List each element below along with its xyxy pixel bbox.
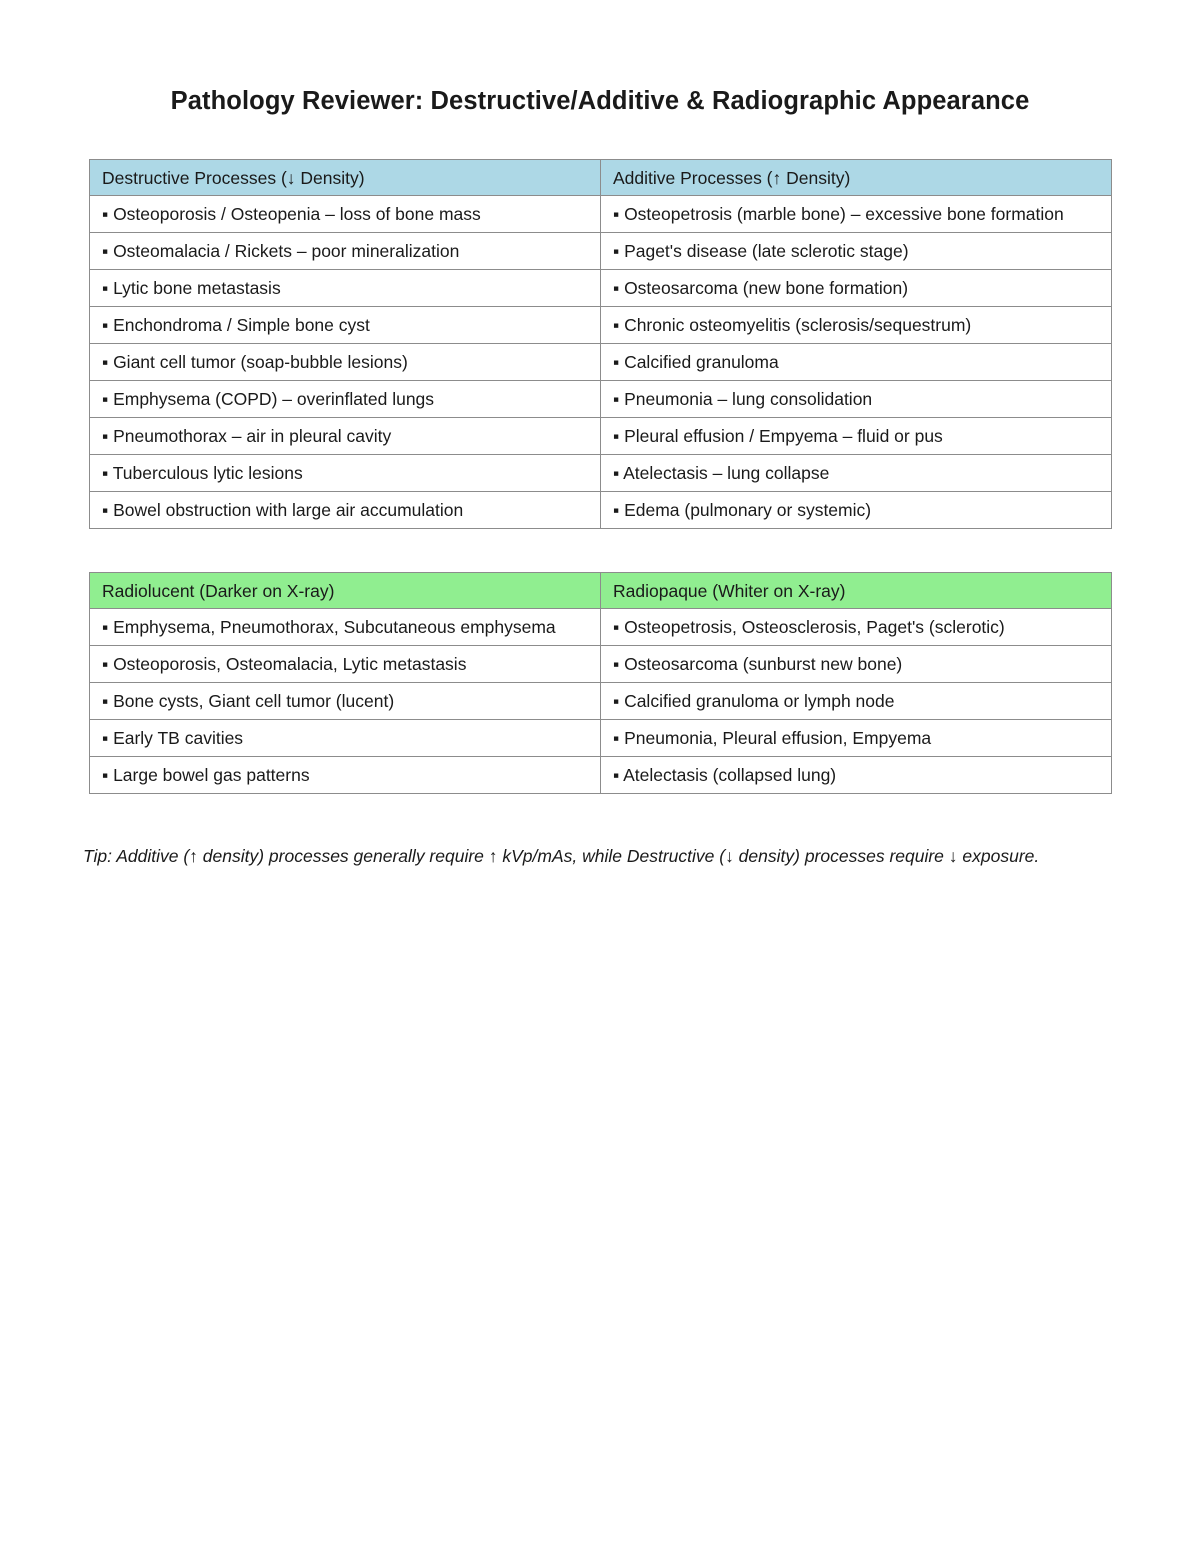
radiopaque-cell: ▪ Atelectasis (collapsed lung) [601,757,1112,794]
table-row [90,307,1112,344]
table-row [90,270,1112,307]
table-row [90,609,1112,646]
radiolucent-cell: ▪ Large bowel gas patterns [90,757,601,794]
additive-cell: ▪ Calcified granuloma [601,344,1112,381]
table-row [90,344,1112,381]
destructive-cell: ▪ Bowel obstruction with large air accumulation [90,492,601,529]
table-row [90,720,1112,757]
radiopaque-cell: ▪ Pneumonia, Pleural effusion, Empyema [601,720,1112,757]
table-row [90,492,1112,529]
radiolucent-cell: ▪ Early TB cavities [90,720,601,757]
exposure-tip: Tip: Additive (↑ density) processes generally require ↑ kVp/mAs, while Destructive (↓ density) processes require ↓ exposure. [83,846,1040,866]
header-radiolucent: Radiolucent (Darker on X-ray) [90,573,601,609]
header-destructive-processes: Destructive Processes (↓ Density) [90,160,601,196]
radiopaque-cell: ▪ Calcified granuloma or lymph node [601,683,1112,720]
table-header-row [90,573,1112,609]
radiolucent-cell: ▪ Bone cysts, Giant cell tumor (lucent) [90,683,601,720]
additive-cell: ▪ Pneumonia – lung consolidation [601,381,1112,418]
table-row [90,381,1112,418]
table-row [90,683,1112,720]
additive-cell: ▪ Osteopetrosis (marble bone) – excessive bone formation [601,196,1112,233]
table-row [90,757,1112,794]
additive-cell: ▪ Pleural effusion / Empyema – fluid or pus [601,418,1112,455]
destructive-cell: ▪ Pneumothorax – air in pleural cavity [90,418,601,455]
table-row [90,455,1112,492]
table-row [90,196,1112,233]
destructive-cell: ▪ Emphysema (COPD) – overinflated lungs [90,381,601,418]
additive-cell: ▪ Atelectasis – lung collapse [601,455,1112,492]
additive-cell: ▪ Edema (pulmonary or systemic) [601,492,1112,529]
additive-cell: ▪ Paget's disease (late sclerotic stage) [601,233,1112,270]
table-header-row [90,160,1112,196]
radiolucent-cell: ▪ Emphysema, Pneumothorax, Subcutaneous emphysema [90,609,601,646]
additive-cell: ▪ Chronic osteomyelitis (sclerosis/sequestrum) [601,307,1112,344]
table-row [90,418,1112,455]
radiographic-appearance-table [89,572,1112,794]
table-row [90,646,1112,683]
radiopaque-cell: ▪ Osteopetrosis, Osteosclerosis, Paget's (sclerotic) [601,609,1112,646]
document-title: Pathology Reviewer: Destructive/Additive & Radiographic Appearance [170,87,1030,115]
radiolucent-cell: ▪ Osteoporosis, Osteomalacia, Lytic metastasis [90,646,601,683]
destructive-cell: ▪ Giant cell tumor (soap-bubble lesions) [90,344,601,381]
destructive-cell: ▪ Osteomalacia / Rickets – poor mineralization [90,233,601,270]
radiopaque-cell: ▪ Osteosarcoma (sunburst new bone) [601,646,1112,683]
additive-cell: ▪ Osteosarcoma (new bone formation) [601,270,1112,307]
destructive-cell: ▪ Tuberculous lytic lesions [90,455,601,492]
header-additive-processes: Additive Processes (↑ Density) [601,160,1112,196]
density-processes-table [89,159,1112,529]
header-radiopaque: Radiopaque (Whiter on X-ray) [601,573,1112,609]
destructive-cell: ▪ Lytic bone metastasis [90,270,601,307]
destructive-cell: ▪ Osteoporosis / Osteopenia – loss of bone mass [90,196,601,233]
destructive-cell: ▪ Enchondroma / Simple bone cyst [90,307,601,344]
table-row [90,233,1112,270]
